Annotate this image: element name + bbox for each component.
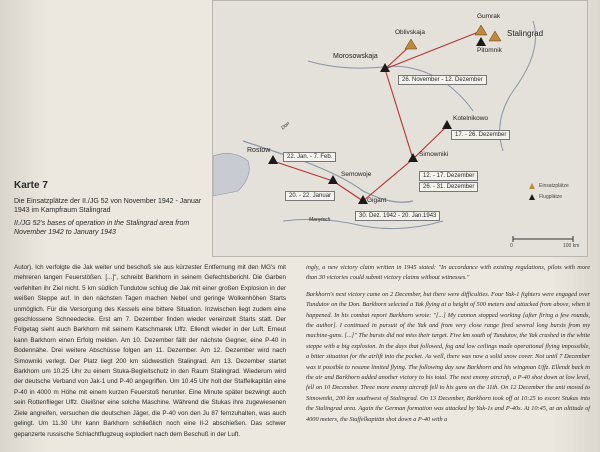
english-paragraph: Barkhorn's next victory came on 2 December, but there were difficulties. Four Yak-1 fighters were engaged over Tundutov on the Don. Barkhorn selected a Yak flying at a height of 500 meters and attacked from above, when it happened. In his combat report Barkhorn wrote: "[...] My cannon stopped working [after firing a few rounds, the author]. I continued in pursuit of the Yak and from very close range fired several long bursts from my machine-guns. [...]" The bursts did not miss their target. Five km south of Tundutov, the Yak crashed in the white steppe with a big explosion. In the days that followed, fog and low ceilings made operational flying impossible, a bitter situation for the airlift into the pocket. As well, there was now a solid snow cover. Not until 7 December was it possible to resume limited flying. The following day saw Barkhorn and his wingman Uffz. Ellendt back in the air and Barkhorn added another victory to his total. The next enemy aircraft, a P-40 shot down at low level, fell on 10 December. Three more enemy aircraft fell to his guns on the 11th. On 12 December the unit moved to Simowniki, 200 km southwest of Stalingrad. On 13 December, Barkhorn took off at 10:25 to escort Stukas into the Stalingrad area. Again the German formation was attacked by Yak-1s and P-40s. At 10:45, at an altitude of 4000 meters, the Staffelkapitän shot down a P-40 with a — [306, 290, 590, 423]
kotelnikowo-marker — [442, 120, 452, 129]
english-text-column — [306, 263, 590, 431]
date-kotelnikowo: 17. - 26. Dezember — [451, 130, 510, 140]
map-caption — [14, 180, 214, 237]
legend-mission-icon — [529, 183, 535, 189]
operations-map — [212, 0, 588, 257]
date-simowniki-2: 26. - 31. Dezember — [419, 182, 478, 192]
label-manytsch: Manytsch — [309, 217, 331, 223]
english-paragraph: ingly, a new victory claim written in 1945 stated: "In accordance with existing regulations, pilots with more than 30 victories could submit victory claims without witnesses." — [306, 264, 590, 282]
label-semowoje: Semowoje — [341, 171, 372, 178]
stalingrad-marker — [489, 31, 501, 41]
scale-zero: 0 — [510, 243, 513, 249]
label-oblivskaja: Oblivskaja — [395, 29, 425, 36]
german-paragraph: Autor). Ich verfolgte die Jak weiter und beschoß sie aus kürzester Entfernung mit den MG's mit mehreren langen Feuerstößen. [...]", schreibt Barkhorn in seinem Gefechtsbericht. Die Garben verfehlten ihr Ziel nicht. 5 km südlich Tundutow schlug die Jak mit einer großen Explosion in der weißen Steppe auf. In den nächsten Tagen machen Nebel und geringe Wolkenhöhen Starts unmöglich. Für die Versorgung des Kessels eine bittere Situation. Inzwischen liegt zudem eine geschlossene Schneedecke. Erst am 7. Dezember finden wieder vereinzelt Starts statt. Der Folgetag sieht auch Barkhorn mit seinem Katschmarek Uffz. Ellendt wieder in der Luft. Erneut kann Barkhorn einen Erfolg melden. Am 10. Dezember fällt der nächste Gegner, eine P-40 in Bodennähe. Drei weitere Abschüsse folgen am 11. Dezember. Am 12. Dezember wird nach Simowniki verlegt. Der Platz liegt 200 km südwestlich Stalingrad. Am 13. Dezember startet Barkhorn um 10.25 Uhr zu einem Stuka-Begleitschutz in den Raum Stalingrad. Wiederum wird der deutsche Verband von Jak-1 und P-40 angegriffen. Um 10.45 Uhr holt der Staffelkapitän eine P-40 in 4000 m Höhe mit einem kurzen Feuerstoß herunter. Eine Minute später bezwingt auch sein Rottenflieger Uffz. Gleißner eine solche Maschine. Während die Stukas ihre zugewiesenen Ziele angreifen, versuchen die deutschen Jäger, die P-40 von den Ju 87 fernzuhalten, was auch gelingt. Um 11.30 Uhr kann Barkhorn schließlich noch eine Il-2 abschießen. Das schwer gepanzerte russische Schlachtflugzeug explodiert nach dem Beschuß in der Luft. — [14, 264, 286, 438]
caption-german: Die Einsatzplätze der II./JG 52 von November 1942 - Januar 1943 im Kampfraum Stalingrad — [14, 198, 202, 214]
label-kotelnikowo: Kotelnikowo — [453, 115, 489, 122]
label-simowniki: Simowniki — [419, 151, 449, 158]
caption-english: II./JG 52's bases of operation in the Stalingrad area from November 1942 to January 1943 — [14, 220, 190, 236]
legend-airfields: Flugplätze — [539, 194, 563, 200]
label-pitomnik: Pitomnik — [477, 47, 502, 54]
legend-missions: Einsatzplätze — [539, 183, 569, 189]
date-rostow: 22. Jan. - 7. Feb. — [283, 152, 336, 162]
label-gumrak: Gumrak — [477, 13, 501, 20]
label-stalingrad: Stalingrad — [507, 29, 544, 38]
date-gigant: 30. Dez. 1942 - 20. Jan.1943 — [355, 211, 440, 221]
scale-hundred: 100 km — [563, 243, 580, 249]
simowniki-marker — [408, 153, 418, 162]
date-semowoje: 20. - 22. Januar — [285, 191, 335, 201]
rostow-marker — [268, 155, 278, 164]
date-simowniki-1: 12. - 17. Dezember — [419, 171, 478, 181]
label-don: Don — [280, 120, 292, 132]
legend-airfield-icon — [529, 194, 535, 200]
date-morosowskaja: 26. November - 12. Dezember — [398, 75, 487, 85]
oblivskaja-marker — [405, 39, 417, 49]
pitomnik-marker — [476, 37, 486, 46]
route-morosowskaja-stalingrad — [385, 31, 481, 69]
route-simowniki-gigant — [363, 159, 413, 201]
caption-title: Karte 7 — [14, 180, 48, 191]
german-text-column — [14, 263, 286, 446]
label-morosowskaja: Morosowskaja — [333, 53, 378, 60]
label-rostow: Rostow — [247, 147, 271, 154]
label-gigant: Gigant — [367, 197, 387, 204]
sea-of-azov — [213, 153, 249, 196]
route-semowoje-rostow — [273, 161, 333, 181]
gumrak-marker — [475, 25, 487, 35]
